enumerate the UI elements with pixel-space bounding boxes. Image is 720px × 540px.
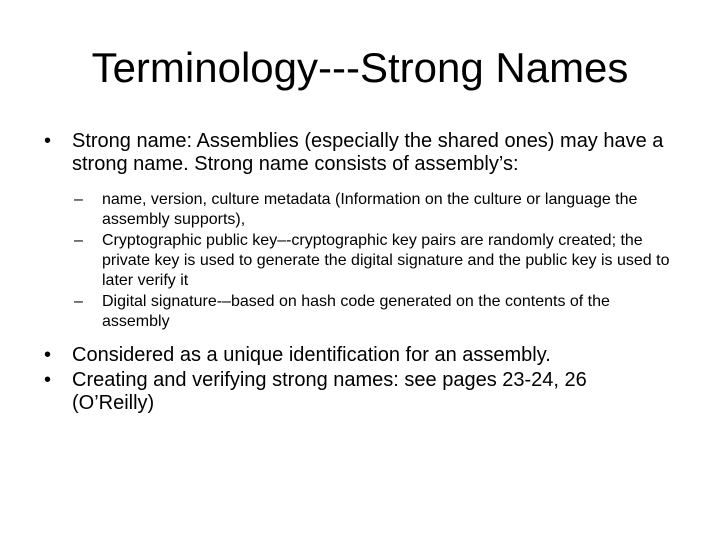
dash-icon: – bbox=[74, 191, 83, 208]
bullet-icon: • bbox=[44, 344, 52, 366]
bullet-item-unique-identification bbox=[44, 344, 672, 367]
sub-bullet-text: name, version, culture metadata (Information on the culture or language the assembly supports), bbox=[102, 191, 638, 228]
sub-bullet-item-digital-signature bbox=[74, 292, 672, 332]
sub-bullet-text: Cryptographic public key–-cryptographic key pairs are randomly created; the private key is used to generate the digital signature and the public key is used to later verify it bbox=[102, 232, 670, 289]
dash-icon: – bbox=[74, 293, 83, 310]
sub-bullet-list bbox=[72, 190, 672, 332]
bullet-icon: • bbox=[44, 369, 52, 391]
bullet-text: Strong name: Assemblies (especially the shared ones) may have a strong name. Strong name consists of assembly’s: bbox=[72, 130, 664, 175]
sub-bullet-item-public-key bbox=[74, 231, 672, 291]
bullet-icon: • bbox=[44, 130, 52, 152]
bullet-text: Creating and verifying strong names: see pages 23-24, 26 (O’Reilly) bbox=[72, 369, 587, 414]
dash-icon: – bbox=[74, 232, 83, 249]
bullet-item-strong-name bbox=[44, 130, 672, 332]
bullet-item-creating-verifying bbox=[44, 369, 672, 415]
sub-bullet-text: Digital signature-–based on hash code generated on the contents of the assembly bbox=[102, 293, 610, 330]
bullet-text: Considered as a unique identification for an assembly. bbox=[72, 344, 551, 366]
slide-title: Terminology---Strong Names bbox=[91, 44, 629, 91]
sub-bullet-item-metadata bbox=[74, 190, 672, 230]
bullet-list bbox=[0, 130, 720, 417]
